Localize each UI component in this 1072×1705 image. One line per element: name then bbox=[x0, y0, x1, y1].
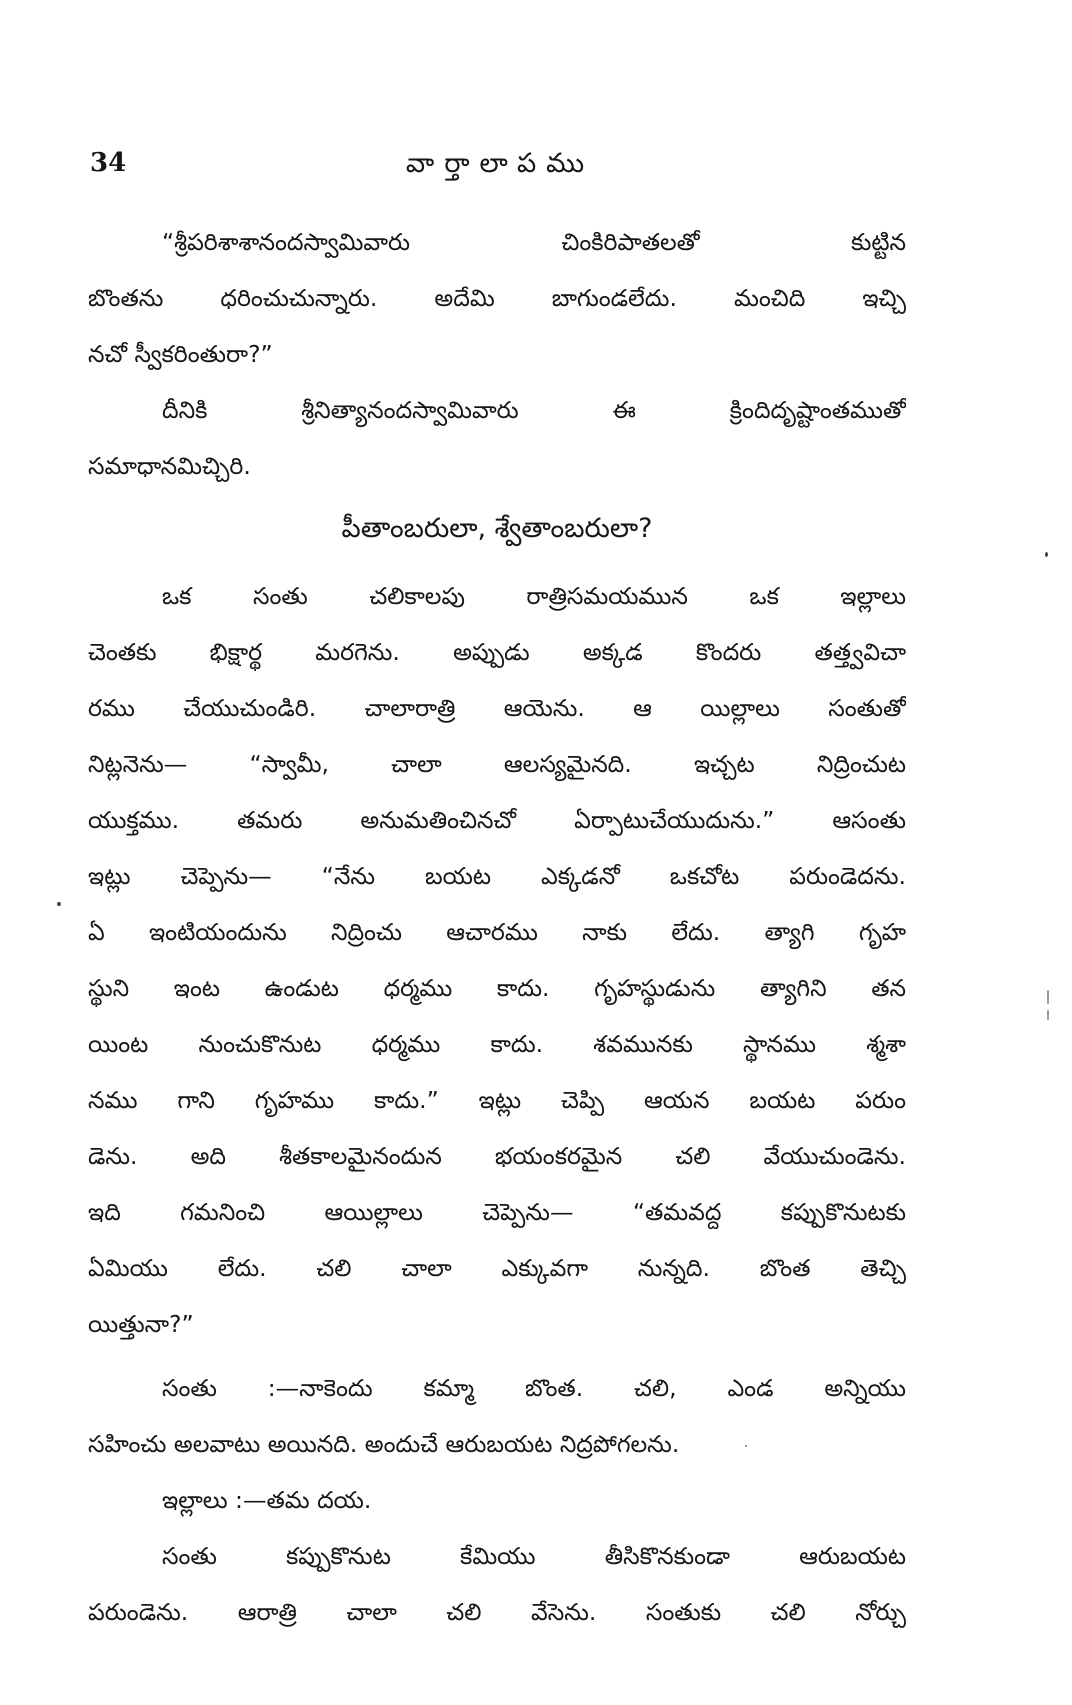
scan-speck bbox=[1045, 552, 1048, 557]
text-line: స్థుని ఇంట ఉండుట ధర్మము కాదు. గృహస్థుడును త్యాగిని తన bbox=[88, 974, 906, 1002]
paragraph bbox=[88, 214, 906, 382]
text-line: నము గాని గృహము కాదు.” ఇట్లు చెప్పి ఆయన బయట పరుం bbox=[88, 1086, 906, 1114]
dialogue bbox=[88, 1360, 906, 1472]
scan-speck bbox=[1047, 1010, 1049, 1020]
text-line: చెంతకు భిక్షార్థ మరగెను. అప్పుడు అక్కడ కొందరు తత్త్వవిచా bbox=[88, 638, 906, 666]
page-body bbox=[88, 214, 906, 1640]
text-line: యింట నుంచుకొనుట ధర్మము కాదు. శవమునకు స్థానము శ్మశా bbox=[88, 1030, 906, 1058]
text-line: నిట్లనెను— “స్వామీ, చాలా ఆలస్యమైనది. ఇచ్చట నిద్రించుట bbox=[88, 750, 906, 778]
running-title: వార్తాలాపము bbox=[405, 148, 595, 179]
paragraph bbox=[88, 382, 906, 494]
section-heading: పీతాంబరులా, శ్వేతాంబరులా? bbox=[341, 513, 653, 544]
text-line: రము చేయుచుండిరి. చాలారాత్రి ఆయెను. ఆ యిల్లాలు సంతుతో bbox=[88, 694, 906, 722]
text-line: నచో స్వీకరింతురా?” bbox=[88, 340, 273, 368]
text-line: సంతు :—నాకెందు కమ్మా బొంత. చలి, ఎండ అన్నియు bbox=[162, 1374, 906, 1402]
scan-speck bbox=[1047, 990, 1049, 1004]
text-line: యిత్తునా?” bbox=[88, 1310, 194, 1338]
text-line: ఇల్లాలు :—తమ దయ. bbox=[162, 1486, 372, 1514]
dialogue bbox=[88, 1472, 906, 1528]
page-header bbox=[90, 148, 910, 188]
text-line: “శ్రీపరిశాశానందస్వామివారు చింకిరిపాతలతో కుట్టిన bbox=[162, 228, 906, 256]
paragraph bbox=[88, 568, 906, 1352]
text-line: ఏమియు లేదు. చలి చాలా ఎక్కువగా నున్నది. బొంత తెచ్చి bbox=[88, 1254, 906, 1282]
text-line: బొంతను ధరించుచున్నారు. అదేమి బాగుండలేదు. మంచిది ఇచ్చి bbox=[88, 284, 906, 312]
paragraph-gap bbox=[88, 1352, 906, 1360]
text-line: ఇది గమనించి ఆయిల్లాలు చెప్పెను— “తమవద్ద కప్పుకొనుటకు bbox=[88, 1198, 906, 1226]
text-line: సమాధానమిచ్చిరి. bbox=[88, 452, 251, 480]
text-line: ఇట్లు చెప్పెను— “నేను బయట ఎక్కడనో ఒకచోట పరుండెదను. bbox=[88, 862, 906, 890]
text-line: పరుండెను. ఆరాత్రి చాలా చలి వేసెను. సంతుకు చలి నోర్చు bbox=[88, 1598, 906, 1626]
text-line: దీనికి శ్రీనిత్యానందస్వామివారు ఈ క్రిందిదృష్టాంతముతో bbox=[162, 396, 906, 424]
scan-speck bbox=[745, 1445, 747, 1447]
scan-speck bbox=[57, 902, 61, 906]
text-line: సహించు అలవాటు అయినది. అందుచే ఆరుబయట నిద్రపోగలను. bbox=[88, 1430, 680, 1458]
text-line: ఒక సంతు చలికాలపు రాత్రిసమయమున ఒక ఇల్లాలు bbox=[162, 582, 906, 610]
text-line: డెను. అది శీతకాలమైనందున భయంకరమైన చలి వేయుచుండెను. bbox=[88, 1142, 906, 1170]
text-line: సంతు కప్పుకొనుట కేమియు తీసికొనకుండా ఆరుబయట bbox=[162, 1542, 906, 1570]
page-number: 34 bbox=[90, 148, 127, 178]
paragraph bbox=[88, 1528, 906, 1640]
text-line: ఏ ఇంటియందును నిద్రించు ఆచారము నాకు లేదు. త్యాగి గృహ bbox=[88, 918, 906, 946]
text-line: యుక్తము. తమరు అనుమతించినచో ఏర్పాటుచేయుదును.” ఆసంతు bbox=[88, 806, 906, 834]
